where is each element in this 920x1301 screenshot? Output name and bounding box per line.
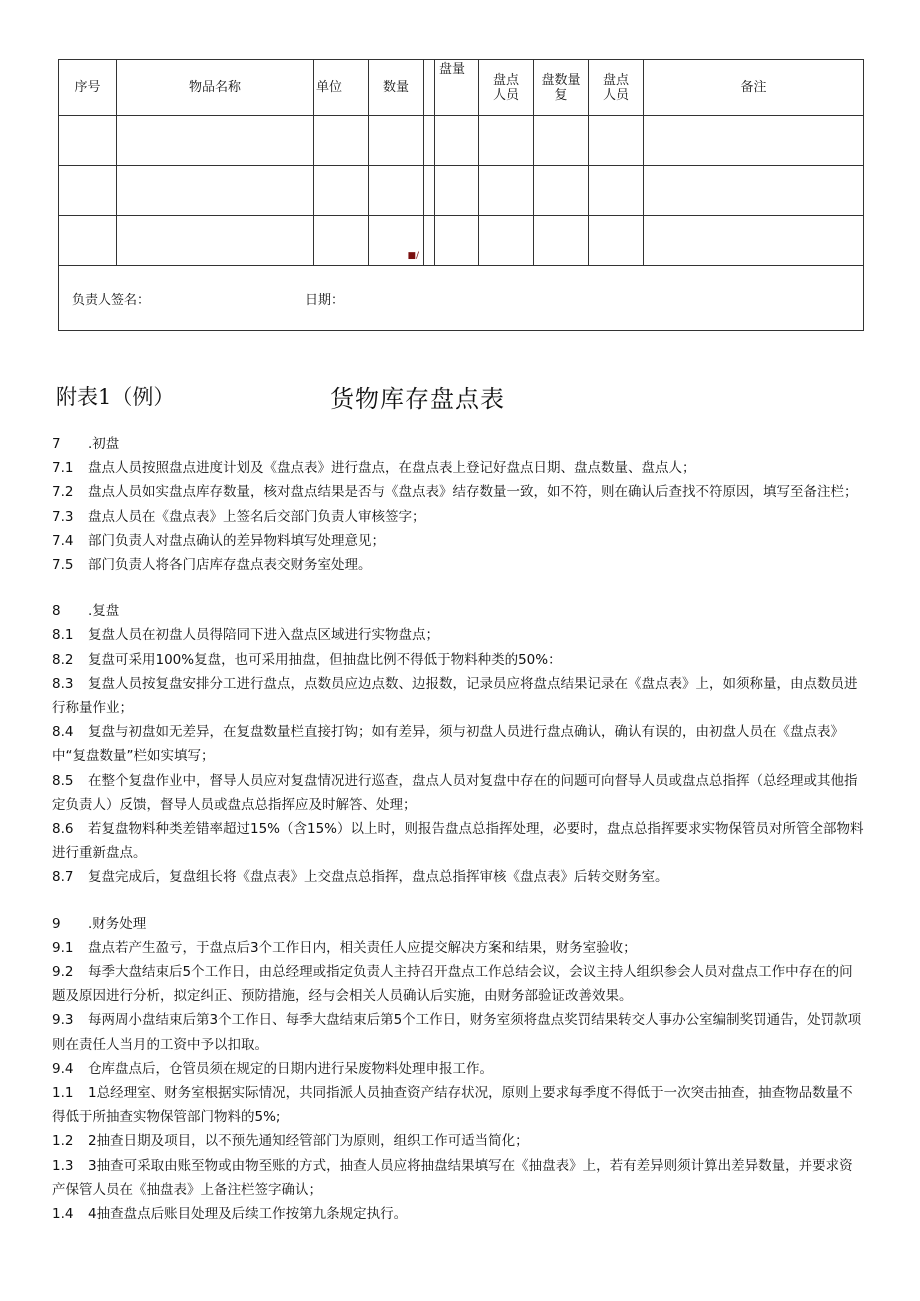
clause-number: 8.1 — [52, 627, 74, 644]
table-row — [59, 166, 864, 216]
clause-item — [52, 1081, 864, 1129]
clause-text: 2抽查日期及项目，以不预先通知经管部门为原则，组织工作可适当简化； — [88, 1133, 529, 1150]
table-sign-row — [59, 266, 864, 331]
clause-item — [52, 1057, 864, 1081]
clause-number: 8.6 — [52, 821, 74, 838]
section-title: .财务处理 — [88, 915, 147, 932]
clause-number: 9.4 — [52, 1060, 74, 1077]
clause-item — [52, 456, 864, 480]
header-cell-recount-qty: 盘数量复 — [534, 60, 589, 116]
clause-text: 复盘完成后，复盘组长将《盘点表》上交盘点总指挥，盘点总指挥审核《盘点表》后转交财务室。 — [88, 869, 669, 886]
clause-text: 盘点人员如实盘点库存数量，核对盘点结果是否与《盘点表》结存数量一致，如不符，则在确认后查找不符原因，填写至备注栏； — [88, 484, 858, 501]
clause-number: 7.5 — [52, 557, 74, 574]
section-number: 8 — [52, 603, 61, 620]
clause-text: 1总经理室、财务室根据实际情况，共同指派人员抽查资产结存状况，原则上要求每季度不得低于一次突击抽查，抽查物品数量不得低于所抽查实物保管部门物料的5%; — [52, 1085, 853, 1126]
clause-number: 9.1 — [52, 939, 74, 956]
clause-item — [52, 1008, 864, 1056]
clause-item — [52, 505, 864, 529]
appendix-label: 附表1（例） — [56, 385, 175, 409]
clause-item — [52, 529, 864, 553]
clause-text: 复盘可采用100%复盘，也可采用抽盘，但抽盘比例不得低于物料种类的50%： — [88, 651, 562, 668]
clause-text: 盘点人员按照盘点进度计划及《盘点表》进行盘点，在盘点表上登记好盘点日期、盘点数量、盘点人； — [88, 460, 696, 477]
clause-number: 8.2 — [52, 651, 74, 668]
clause-text: 若复盘物料种类差错率超过15%（含15%）以上时，则报告盘点总指挥处理，必要时，盘点总指挥要求实物保管员对所管全部物料进行重新盘点。 — [52, 821, 864, 862]
clause-text: 仓库盘点后，仓管员须在规定的日期内进行呆废物料处理申报工作。 — [88, 1060, 493, 1077]
header-cell-seq: 序号 — [59, 60, 117, 116]
header-cell-counter: 盘点人员 — [479, 60, 534, 116]
clause-number: 1.2 — [52, 1133, 74, 1150]
clause-text: 复盘人员按复盘安排分工进行盘点，点数员应边点数、边报数，记录员应将盘点结果记录在《盘点表》上，如须称量，由点数员进行称量作业； — [52, 675, 858, 717]
clause-text: 每季大盘结束后5个工作日，由总经理或指定负责人主持召开盘点工作总结会议，会议主持人组织参会人员对盘点工作中存在的问题及原因进行分析，拟定纠正、预防措施，经与会相关人员确认后实施，由财务部验证改善效果。 — [52, 964, 853, 1005]
clause-item — [52, 817, 864, 865]
page-title: 货物库存盘点表 — [330, 385, 505, 413]
clause-item — [52, 672, 864, 720]
sign-label: 负责人签名： — [72, 292, 151, 308]
clause-item — [52, 960, 864, 1008]
clause-text: 4抽查盘点后账目处理及后续工作按第九条规定执行。 — [88, 1206, 408, 1223]
clause-item — [52, 1129, 864, 1153]
clause-text: 复盘人员在初盘人员得陪同下进入盘点区域进行实物盘点； — [88, 627, 439, 644]
clause-number: 1.4 — [52, 1206, 74, 1223]
clause-text: 每两周小盘结束后第3个工作日、每季大盘结束后第5个工作日，财务室须将盘点奖罚结果转交人事办公室编制奖罚通告，处罚款项则在责任人当月的工资中予以扣取。 — [52, 1012, 862, 1053]
header-cell-count-qty: 盘量 — [435, 60, 479, 116]
clause-number: 9.2 — [52, 964, 74, 981]
inventory-table — [58, 59, 864, 331]
table-row — [59, 216, 864, 266]
section-heading — [52, 912, 864, 936]
clause-item — [52, 865, 864, 889]
clause-item — [52, 623, 864, 647]
clause-item — [52, 480, 864, 504]
table-row — [59, 116, 864, 166]
clause-number: 8.4 — [52, 724, 74, 741]
clause-item — [52, 1154, 864, 1202]
clause-number: 1.3 — [52, 1157, 74, 1174]
clause-text: 在整个复盘作业中，督导人员应对复盘情况进行巡查，盘点人员对复盘中存在的问题可向督导人员或盘点总指挥（总经理或其他指定负责人）反馈，督导人员或盘点总指挥应及时解答、处理； — [52, 772, 858, 813]
clause-number: 8.7 — [52, 869, 74, 886]
clause-number: 7.3 — [52, 508, 74, 525]
table-header-row — [59, 60, 864, 116]
clause-number: 7.1 — [52, 460, 74, 477]
header-cell-recounter: 盘点人员 — [589, 60, 644, 116]
date-label: 日期： — [305, 292, 345, 308]
clause-item — [52, 936, 864, 960]
header-cell-unit: 单位 — [314, 60, 369, 116]
section-heading — [52, 432, 864, 456]
clause-text: 部门负责人将各门店库存盘点表交财务室处理。 — [88, 557, 372, 574]
section-number: 7 — [52, 436, 61, 452]
section-heading — [52, 599, 864, 623]
header-cell-remarks: 备注 — [644, 60, 864, 116]
clause-number: 9.3 — [52, 1012, 74, 1029]
header-cell-gap — [424, 60, 435, 116]
clause-number: 8.5 — [52, 772, 74, 789]
clause-item — [52, 769, 864, 817]
header-cell-quantity: 数量 — [369, 60, 424, 116]
clause-number: 7.4 — [52, 532, 74, 549]
clause-text: 复盘与初盘如无差异，在复盘数量栏直接打钩；如有差异，须与初盘人员进行盘点确认，确认有误的，由初盘人员在《盘点表》中“复盘数量”栏如实填写； — [52, 724, 844, 765]
clause-item — [52, 720, 864, 768]
clause-number: 8.3 — [52, 675, 74, 692]
clause-item — [52, 1202, 864, 1226]
clause-text: 3抽查可采取由账至物或由物至账的方式，抽查人员应将抽盘结果填写在《抽盘表》上，若有差异则须计算出差异数量，并要求资产保管人员在《抽盘表》上备注栏签字确认； — [52, 1157, 853, 1198]
section-title: .复盘 — [88, 603, 120, 620]
clause-text: 盘点若产生盈亏，于盘点后3个工作日内，相关责任人应提交解决方案和结果，财务室验收； — [88, 939, 637, 956]
section-title: .初盘 — [88, 436, 120, 452]
clause-item — [52, 648, 864, 672]
section-number: 9 — [52, 915, 61, 932]
header-cell-item-name: 物品名称 — [117, 60, 314, 116]
clause-text: 盘点人员在《盘点表》上签名后交部门负责人审核签字； — [88, 508, 426, 525]
check-mark: ■/ — [407, 251, 419, 261]
clause-number: 1.1 — [52, 1085, 74, 1102]
clause-item — [52, 553, 864, 577]
document-body — [52, 432, 864, 1226]
clause-number: 7.2 — [52, 484, 74, 501]
clause-text: 部门负责人对盘点确认的差异物料填写处理意见； — [88, 532, 385, 549]
